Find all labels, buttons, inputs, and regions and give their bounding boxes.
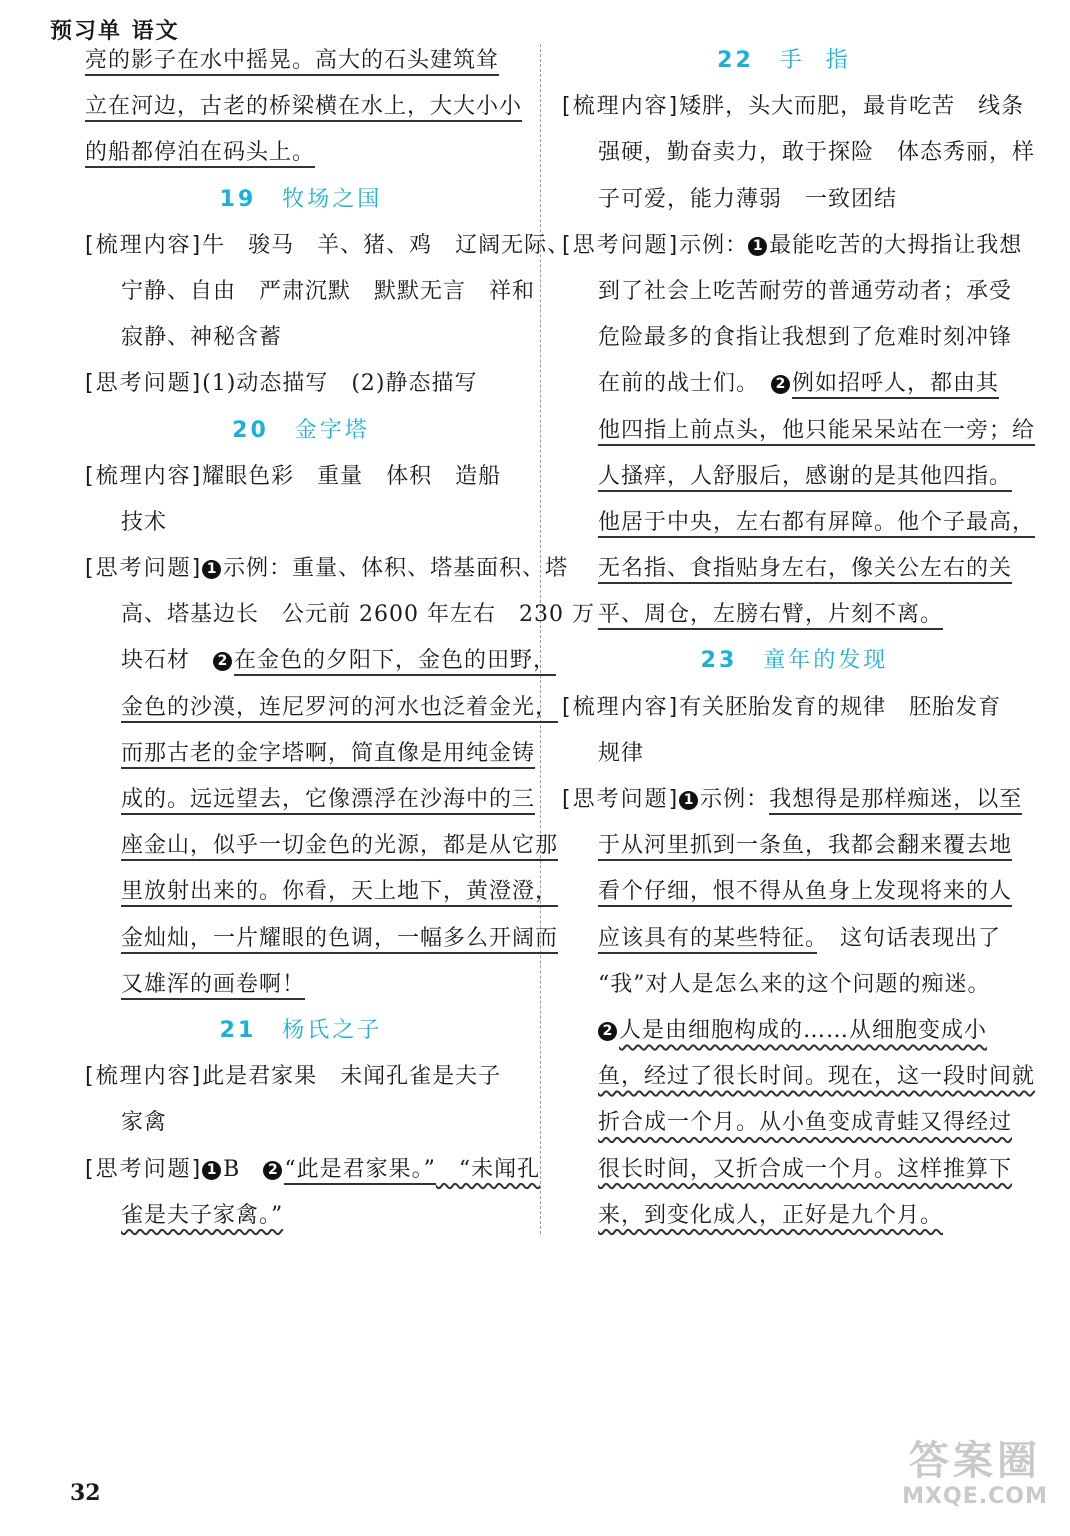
tag-label: [思考问题] xyxy=(562,232,680,258)
tag-label: [思考问题] xyxy=(562,787,680,812)
text-line: 危险最多的食指让我想到了危难时刻冲锋 xyxy=(598,325,1013,351)
text-line: [思考问题] 1 B 2 “此是君家果。” “未闻孔 xyxy=(85,1147,517,1193)
tag-label: [思考问题] xyxy=(85,556,203,582)
text-line: 人搔痒，人舒服后，感谢的是其他四指。 xyxy=(562,454,1027,500)
text-line: [思考问题] 1 示例：我想得是那样痴迷，以至 xyxy=(562,777,1027,823)
text-line: 座金山，似乎一切金色的光源，都是从它那 xyxy=(85,823,517,869)
text-line: 来，到变化成人，正好是九个月。 xyxy=(598,1202,944,1228)
section-title-21: 21 杨氏之子 xyxy=(219,1017,383,1043)
text-line: 他四指上前点头，他只能呆呆站在一旁；给 xyxy=(562,408,1027,454)
text-line: 立在河边，古老的桥梁横在水上，大大小小 xyxy=(85,84,517,130)
text-line: 很长时间，又折合成一个月。这样推算下 xyxy=(598,1156,1013,1182)
text-line: 而那古老的金字塔啊，简直像是用纯金铸 xyxy=(85,731,517,777)
text-line: [梳理内容]矮胖，头大而肥，最肯吃苦 线条 xyxy=(562,94,1025,120)
circled-number-icon: 1 xyxy=(202,1161,221,1180)
circled-number-icon: 1 xyxy=(202,560,221,579)
text-line: 家禽 xyxy=(121,1110,168,1136)
tag-label: [梳理内容] xyxy=(562,94,680,120)
tag-label: [思考问题] xyxy=(85,1156,203,1182)
text-line: [梳理内容]此是君家果 未闻孔雀是夫子 xyxy=(85,1064,502,1090)
text-line: 到了社会上吃苦耐劳的普通劳动者；承受 xyxy=(598,278,1013,304)
text-line: 又雄浑的画卷啊！ xyxy=(85,962,517,1008)
text-line: 2 人是由细胞构成的……从细胞变成小 xyxy=(562,1008,1027,1054)
circled-number-icon: 1 xyxy=(679,791,698,810)
text-line: 鱼，经过了很长时间。现在，这一段时间就 xyxy=(598,1064,1036,1090)
text-line: 高、塔基边长 公元前 2600 年左右 230 万 xyxy=(121,602,595,628)
text-line: 块石材 2 在金色的夕阳下，金色的田野， xyxy=(85,638,517,684)
section-title-19: 19 牧场之国 xyxy=(219,186,383,212)
text-line: 寂静、神秘含蓄 xyxy=(121,325,283,351)
text-line: 看个仔细，恨不得从鱼身上发现将来的人 xyxy=(562,869,1027,915)
text-line: 金灿灿，一片耀眼的色调，一幅多么开阔而 xyxy=(85,916,517,962)
section-title-20: 20 金字塔 xyxy=(232,417,370,443)
text-line: [思考问题] 1 示例：重量、体积、塔基面积、塔 xyxy=(85,556,569,582)
text-line: 无名指、食指贴身左右，像关公左右的关 xyxy=(562,546,1027,592)
tag-label: [梳理内容] xyxy=(85,1064,203,1090)
right-column xyxy=(562,38,1036,1239)
tag-label: [思考问题] xyxy=(85,371,203,397)
text-line: 应该具有的某些特征。 这句话表现出了 xyxy=(562,916,1027,962)
text-line: “我”对人是怎么来的这个问题的痴迷。 xyxy=(598,971,991,997)
text-line: 亮的影子在水中摇晃。高大的石头建筑耸 xyxy=(85,38,517,84)
text-line: 里放射出来的。你看，天上地下，黄澄澄， xyxy=(85,869,517,915)
text-line: [梳理内容]牛 骏马 羊、猪、鸡 辽阔无际、 xyxy=(85,232,571,258)
watermark-url: MXQE.COM xyxy=(902,1484,1048,1509)
text-line: 雀是夫子家禽。” xyxy=(121,1202,284,1228)
circled-number-icon: 2 xyxy=(213,652,232,671)
text-line: 折合成一个月。从小鱼变成青蛙又得经过 xyxy=(598,1110,1013,1136)
text-line: 在前的战士们。 2 例如招呼人，都由其 xyxy=(562,361,1027,407)
circled-number-icon: 2 xyxy=(771,375,790,394)
text-line: 平、周仓，左膀右臂，片刻不离。 xyxy=(562,592,1027,638)
watermark-text: 答案圈 xyxy=(909,1438,1041,1484)
text-line: 宁静、自由 严肃沉默 默默无言 祥和 xyxy=(121,278,536,304)
text-line: [思考问题]示例： 1 最能吃苦的大拇指让我想 xyxy=(562,232,1023,258)
text-line: 金色的沙漠，连尼罗河的河水也泛着金光， xyxy=(85,685,517,731)
text-line: 的船都停泊在码头上。 xyxy=(85,130,517,176)
text-line: [梳理内容]耀眼色彩 重量 体积 造船 xyxy=(85,463,502,489)
tag-label: [梳理内容] xyxy=(85,232,203,258)
text-line: [梳理内容]有关胚胎发育的规律 胚胎发育 xyxy=(562,694,1002,720)
text-line: [思考问题](1)动态描写 (2)静态描写 xyxy=(85,371,478,397)
left-column xyxy=(85,38,595,1239)
text-line: 子可爱，能力薄弱 一致团结 xyxy=(598,186,898,212)
circled-number-icon: 2 xyxy=(598,1022,617,1041)
tag-label: [梳理内容] xyxy=(85,463,203,489)
watermark-logo xyxy=(890,1438,1060,1510)
tag-label: [梳理内容] xyxy=(562,694,680,720)
text-line: 强硬，勤奋卖力，敢于探险 体态秀丽，样 xyxy=(598,140,1036,166)
section-title-23: 23 童年的发现 xyxy=(700,648,889,674)
text-line: 成的。远远望去，它像漂浮在沙海中的三 xyxy=(85,777,517,823)
text-line: 规律 xyxy=(598,740,645,766)
page-header: 预习单 语文 xyxy=(50,19,180,44)
text-line: 于从河里抓到一条鱼，我都会翻来覆去地 xyxy=(562,823,1027,869)
circled-number-icon: 1 xyxy=(748,237,767,256)
text-line: 他居于中央，左右都有屏障。他个子最高， xyxy=(562,500,1027,546)
circled-number-icon: 2 xyxy=(263,1161,282,1180)
text-line: 技术 xyxy=(121,509,168,535)
page-number: 32 xyxy=(70,1480,101,1506)
section-title-22: 22 手指 xyxy=(717,48,872,73)
